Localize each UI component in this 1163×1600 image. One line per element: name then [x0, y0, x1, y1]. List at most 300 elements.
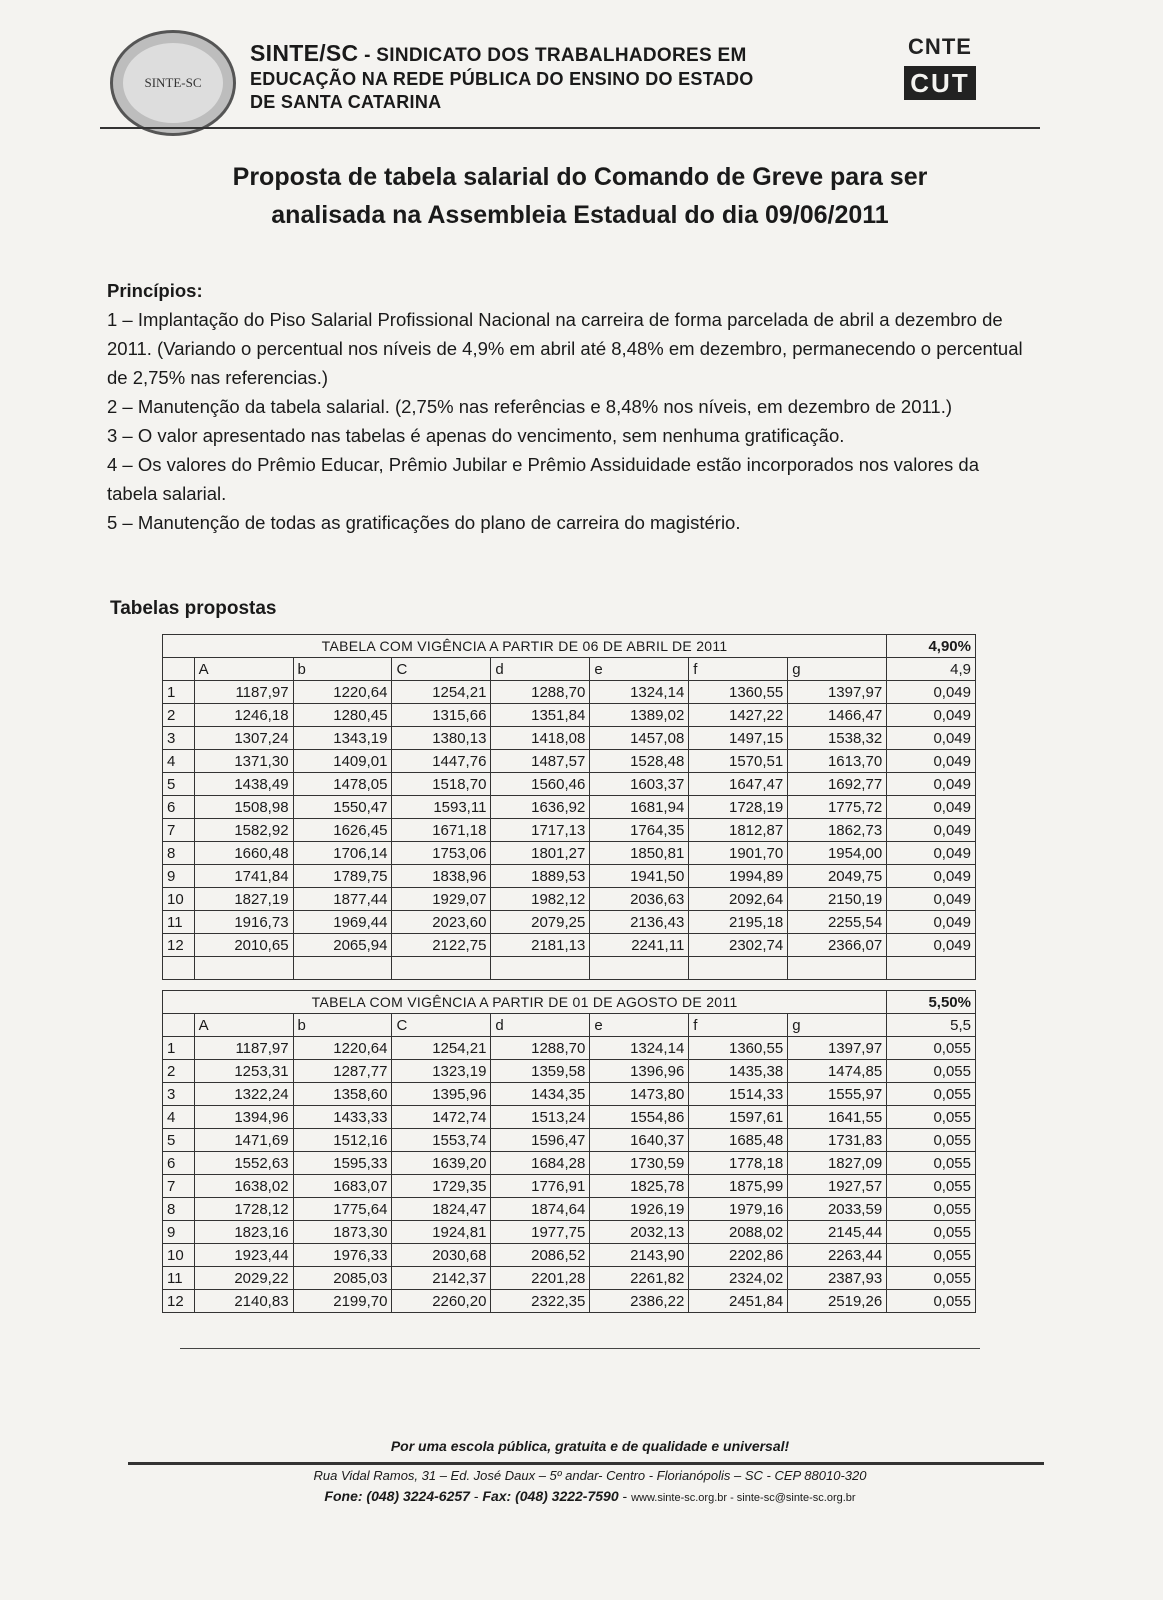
- row-level: 12: [163, 934, 195, 957]
- salary-cell: 1640,37: [590, 1129, 689, 1152]
- footer-contact: Fone: (048) 3224-6257 - Fax: (048) 3222-7590 - www.sinte-sc.org.br - sinte-sc@sinte-sc.org.br: [324, 1488, 856, 1504]
- salary-cell: 1434,35: [491, 1083, 590, 1106]
- salary-cell: 1360,55: [689, 1037, 788, 1060]
- table-row: [163, 681, 976, 704]
- footer-slogan: Por uma escola pública, gratuita e de qualidade e universal!: [390, 1438, 790, 1454]
- table-caption-row: [163, 991, 976, 1014]
- salary-cell: 1473,80: [590, 1083, 689, 1106]
- salary-cell: 2150,19: [788, 888, 887, 911]
- salary-cell: 1593,11: [392, 796, 491, 819]
- salary-cell: 1447,76: [392, 750, 491, 773]
- cnte-logo: CNTE: [908, 34, 972, 59]
- affiliation-logos: [895, 34, 985, 100]
- sinte-seal-logo: [110, 30, 236, 136]
- salary-cell: 2322,35: [491, 1290, 590, 1313]
- salary-cell: 1397,97: [788, 681, 887, 704]
- salary-cell: 1397,97: [788, 1037, 887, 1060]
- salary-cell: 2255,54: [788, 911, 887, 934]
- table-caption: TABELA COM VIGÊNCIA A PARTIR DE 06 DE ABRIL DE 2011: [163, 635, 887, 658]
- title-line1: Proposta de tabela salarial do Comando de Greve para ser: [232, 163, 928, 191]
- row-level: 7: [163, 819, 195, 842]
- column-header: A: [194, 658, 293, 681]
- row-level: 12: [163, 1290, 195, 1313]
- salary-cell: 1926,19: [590, 1198, 689, 1221]
- column-header: f: [689, 658, 788, 681]
- table-row: [163, 704, 976, 727]
- salary-cell: 1597,61: [689, 1106, 788, 1129]
- salary-cell: 1603,37: [590, 773, 689, 796]
- salary-cell: 1626,45: [293, 819, 392, 842]
- salary-cell: 2260,20: [392, 1290, 491, 1313]
- blank-cell: [392, 957, 491, 980]
- salary-cell: 1692,77: [788, 773, 887, 796]
- table-blank-row: [163, 957, 976, 980]
- salary-cell: 1838,96: [392, 865, 491, 888]
- salary-cell: 2195,18: [689, 911, 788, 934]
- salary-cell: 1778,18: [689, 1152, 788, 1175]
- salary-cell: 2088,02: [689, 1221, 788, 1244]
- increment-cell: 0,055: [887, 1198, 976, 1221]
- table-row: [163, 1106, 976, 1129]
- salary-cell: 1360,55: [689, 681, 788, 704]
- salary-cell: 1979,16: [689, 1198, 788, 1221]
- salary-cell: 1497,15: [689, 727, 788, 750]
- salary-cell: 1518,70: [392, 773, 491, 796]
- table-percent-value: 5,5: [887, 1014, 976, 1037]
- column-header: e: [590, 658, 689, 681]
- salary-cell: 1764,35: [590, 819, 689, 842]
- increment-cell: 0,049: [887, 911, 976, 934]
- row-level: 9: [163, 865, 195, 888]
- org-line2: EDUCAÇÃO NA REDE PÚBLICA DO ENSINO DO ESTADO: [250, 69, 754, 89]
- salary-cell: 2033,59: [788, 1198, 887, 1221]
- salary-cell: 1254,21: [392, 1037, 491, 1060]
- blank-cell: [689, 957, 788, 980]
- increment-cell: 0,049: [887, 888, 976, 911]
- salary-cell: 1728,12: [194, 1198, 293, 1221]
- increment-cell: 0,049: [887, 773, 976, 796]
- salary-cell: 1684,28: [491, 1152, 590, 1175]
- salary-cell: 1729,35: [392, 1175, 491, 1198]
- salary-cell: 1560,46: [491, 773, 590, 796]
- table-row: [163, 773, 976, 796]
- salary-cell: 1812,87: [689, 819, 788, 842]
- table-row: [163, 1221, 976, 1244]
- salary-cell: 1683,07: [293, 1175, 392, 1198]
- salary-cell: 1487,57: [491, 750, 590, 773]
- salary-cell: 1322,24: [194, 1083, 293, 1106]
- increment-cell: 0,049: [887, 796, 976, 819]
- increment-cell: 0,055: [887, 1129, 976, 1152]
- salary-cell: 2202,86: [689, 1244, 788, 1267]
- salary-cell: 1706,14: [293, 842, 392, 865]
- salary-cell: 1315,66: [392, 704, 491, 727]
- row-level: 6: [163, 1152, 195, 1175]
- salary-cell: 1825,78: [590, 1175, 689, 1198]
- table-percent: 5,50%: [887, 991, 976, 1014]
- salary-cell: 1418,08: [491, 727, 590, 750]
- salary-cell: 1324,14: [590, 1037, 689, 1060]
- salary-cell: 1554,86: [590, 1106, 689, 1129]
- row-level: 4: [163, 750, 195, 773]
- salary-cell: 1889,53: [491, 865, 590, 888]
- salary-cell: 2181,13: [491, 934, 590, 957]
- salary-table-april: [162, 634, 976, 980]
- salary-cell: 2261,82: [590, 1267, 689, 1290]
- header-divider: [100, 127, 1040, 129]
- increment-cell: 0,049: [887, 681, 976, 704]
- salary-cell: 2023,60: [392, 911, 491, 934]
- salary-cell: 1976,33: [293, 1244, 392, 1267]
- salary-cell: 1994,89: [689, 865, 788, 888]
- salary-cell: 2386,22: [590, 1290, 689, 1313]
- row-level: 5: [163, 1129, 195, 1152]
- principles-section: [107, 276, 1027, 537]
- salary-cell: 2032,13: [590, 1221, 689, 1244]
- salary-cell: 1253,31: [194, 1060, 293, 1083]
- salary-cell: 1954,00: [788, 842, 887, 865]
- salary-cell: 1916,73: [194, 911, 293, 934]
- row-level: 2: [163, 704, 195, 727]
- salary-cell: 1823,16: [194, 1221, 293, 1244]
- increment-cell: 0,049: [887, 750, 976, 773]
- salary-cell: 1753,06: [392, 842, 491, 865]
- salary-cell: 1246,18: [194, 704, 293, 727]
- salary-cell: 2086,52: [491, 1244, 590, 1267]
- salary-cell: 1538,32: [788, 727, 887, 750]
- salary-cell: 1901,70: [689, 842, 788, 865]
- blank-cell: [194, 957, 293, 980]
- table-bottom-divider: [180, 1348, 980, 1349]
- column-header: C: [392, 1014, 491, 1037]
- salary-cell: 1380,13: [392, 727, 491, 750]
- salary-cell: 1636,92: [491, 796, 590, 819]
- salary-cell: 2366,07: [788, 934, 887, 957]
- row-level: 5: [163, 773, 195, 796]
- salary-cell: 1873,30: [293, 1221, 392, 1244]
- increment-cell: 0,049: [887, 727, 976, 750]
- salary-cell: 1471,69: [194, 1129, 293, 1152]
- salary-cell: 1850,81: [590, 842, 689, 865]
- table-caption: TABELA COM VIGÊNCIA A PARTIR DE 01 DE AGOSTO DE 2011: [163, 991, 887, 1014]
- salary-cell: 1789,75: [293, 865, 392, 888]
- table-row: [163, 911, 976, 934]
- salary-cell: 2010,65: [194, 934, 293, 957]
- table-row: [163, 934, 976, 957]
- increment-cell: 0,055: [887, 1152, 976, 1175]
- increment-cell: 0,049: [887, 934, 976, 957]
- row-level: 9: [163, 1221, 195, 1244]
- salary-cell: 1409,01: [293, 750, 392, 773]
- salary-cell: 2324,02: [689, 1267, 788, 1290]
- salary-cell: 1254,21: [392, 681, 491, 704]
- increment-cell: 0,055: [887, 1175, 976, 1198]
- table-row: [163, 727, 976, 750]
- salary-cell: 1741,84: [194, 865, 293, 888]
- salary-cell: 1641,55: [788, 1106, 887, 1129]
- footer-phone: Fone: (048) 3224-6257: [324, 1488, 470, 1504]
- footer-address: Rua Vidal Ramos, 31 – Ed. José Daux – 5º andar- Centro - Florianópolis – SC - CEP 88010-320: [313, 1468, 867, 1483]
- salary-cell: 2201,28: [491, 1267, 590, 1290]
- salary-cell: 1582,92: [194, 819, 293, 842]
- salary-cell: 1555,97: [788, 1083, 887, 1106]
- table-row: [163, 1175, 976, 1198]
- salary-cell: 1570,51: [689, 750, 788, 773]
- principle-item: 1 – Implantação do Piso Salarial Profissional Nacional na carreira de forma parcelada de abril a dezembro de 2011. (Variando o percentual nos níveis de 4,9% em abril até 8,48% em dezembro, permanecendo o percentual de 2,75% nas referencias.): [107, 309, 1023, 388]
- salary-cell: 2029,22: [194, 1267, 293, 1290]
- seal-text: SINTE-SC: [144, 75, 202, 90]
- salary-cell: 1323,19: [392, 1060, 491, 1083]
- increment-cell: 0,055: [887, 1037, 976, 1060]
- salary-cell: 1187,97: [194, 681, 293, 704]
- salary-cell: 1280,45: [293, 704, 392, 727]
- salary-cell: 1731,83: [788, 1129, 887, 1152]
- organization-name: [250, 40, 830, 113]
- table-row: [163, 819, 976, 842]
- salary-cell: 1824,47: [392, 1198, 491, 1221]
- table-percent-value: 4,9: [887, 658, 976, 681]
- salary-cell: 1552,63: [194, 1152, 293, 1175]
- salary-cell: 1351,84: [491, 704, 590, 727]
- salary-cell: 2519,26: [788, 1290, 887, 1313]
- salary-cell: 2145,44: [788, 1221, 887, 1244]
- salary-cell: 2136,43: [590, 911, 689, 934]
- increment-cell: 0,055: [887, 1060, 976, 1083]
- salary-cell: 1514,33: [689, 1083, 788, 1106]
- org-line1: - SINDICATO DOS TRABALHADORES EM: [358, 45, 747, 66]
- row-level: 1: [163, 1037, 195, 1060]
- salary-cell: 1775,72: [788, 796, 887, 819]
- salary-cell: 1801,27: [491, 842, 590, 865]
- salary-cell: 1827,09: [788, 1152, 887, 1175]
- blank-cell: [788, 957, 887, 980]
- salary-cell: 2302,74: [689, 934, 788, 957]
- salary-cell: 1438,49: [194, 773, 293, 796]
- increment-cell: 0,049: [887, 842, 976, 865]
- increment-cell: 0,049: [887, 819, 976, 842]
- salary-cell: 1553,74: [392, 1129, 491, 1152]
- column-header: e: [590, 1014, 689, 1037]
- table-row: [163, 1129, 976, 1152]
- row-level: 10: [163, 1244, 195, 1267]
- salary-cell: 1941,50: [590, 865, 689, 888]
- footer-divider: [128, 1462, 1044, 1465]
- salary-cell: 1288,70: [491, 681, 590, 704]
- salary-cell: 1671,18: [392, 819, 491, 842]
- salary-cell: 1512,16: [293, 1129, 392, 1152]
- table-row: [163, 1083, 976, 1106]
- footer-web: www.sinte-sc.org.br - sinte-sc@sinte-sc.org.br: [631, 1492, 856, 1504]
- salary-cell: 1596,47: [491, 1129, 590, 1152]
- salary-cell: 1371,30: [194, 750, 293, 773]
- table-caption-row: [163, 635, 976, 658]
- salary-cell: 2140,83: [194, 1290, 293, 1313]
- table-row: [163, 1290, 976, 1313]
- salary-cell: 2387,93: [788, 1267, 887, 1290]
- salary-cell: 1220,64: [293, 681, 392, 704]
- salary-cell: 1639,20: [392, 1152, 491, 1175]
- salary-cell: 2079,25: [491, 911, 590, 934]
- salary-cell: 2142,37: [392, 1267, 491, 1290]
- table-row: [163, 1060, 976, 1083]
- salary-cell: 2451,84: [689, 1290, 788, 1313]
- table-row: [163, 842, 976, 865]
- salary-cell: 1728,19: [689, 796, 788, 819]
- column-header: C: [392, 658, 491, 681]
- salary-table-august: [162, 990, 976, 1313]
- footer-fax: Fax: (048) 3222-7590: [482, 1488, 619, 1504]
- salary-cell: 1638,02: [194, 1175, 293, 1198]
- row-level: 3: [163, 1083, 195, 1106]
- tables-heading: Tabelas propostas: [110, 598, 277, 619]
- salary-cell: 2122,75: [392, 934, 491, 957]
- org-short-name: SINTE/SC: [250, 40, 359, 66]
- salary-cell: 1307,24: [194, 727, 293, 750]
- salary-cell: 1359,58: [491, 1060, 590, 1083]
- table-row: [163, 1037, 976, 1060]
- salary-cell: 2241,11: [590, 934, 689, 957]
- salary-cell: 1927,57: [788, 1175, 887, 1198]
- table-row: [163, 750, 976, 773]
- salary-cell: 1862,73: [788, 819, 887, 842]
- salary-cell: 1681,94: [590, 796, 689, 819]
- table-row: [163, 888, 976, 911]
- table-percent: 4,90%: [887, 635, 976, 658]
- row-level: 1: [163, 681, 195, 704]
- salary-cell: 1613,70: [788, 750, 887, 773]
- salary-cell: 1877,44: [293, 888, 392, 911]
- salary-cell: 1874,64: [491, 1198, 590, 1221]
- salary-cell: 1647,47: [689, 773, 788, 796]
- row-level: 7: [163, 1175, 195, 1198]
- salary-cell: 1389,02: [590, 704, 689, 727]
- column-header: g: [788, 658, 887, 681]
- salary-cell: 1875,99: [689, 1175, 788, 1198]
- salary-cell: 2065,94: [293, 934, 392, 957]
- salary-cell: 1466,47: [788, 704, 887, 727]
- column-header: b: [293, 658, 392, 681]
- increment-cell: 0,055: [887, 1290, 976, 1313]
- row-level: 2: [163, 1060, 195, 1083]
- salary-cell: 1343,19: [293, 727, 392, 750]
- salary-cell: 1969,44: [293, 911, 392, 934]
- column-header: d: [491, 1014, 590, 1037]
- salary-cell: 1923,44: [194, 1244, 293, 1267]
- table-header-row: [163, 1014, 976, 1037]
- row-level: 8: [163, 1198, 195, 1221]
- blank-cell: [491, 957, 590, 980]
- table-row: [163, 865, 976, 888]
- principle-item: 4 – Os valores do Prêmio Educar, Prêmio Jubilar e Prêmio Assiduidade estão incorporados nos valores da tabela salarial.: [107, 454, 980, 504]
- salary-cell: 1396,96: [590, 1060, 689, 1083]
- column-header: b: [293, 1014, 392, 1037]
- salary-cell: 1324,14: [590, 681, 689, 704]
- salary-cell: 2263,44: [788, 1244, 887, 1267]
- increment-cell: 0,055: [887, 1267, 976, 1290]
- salary-cell: 1394,96: [194, 1106, 293, 1129]
- salary-cell: 1827,19: [194, 888, 293, 911]
- salary-cell: 1550,47: [293, 796, 392, 819]
- row-number-header: [163, 658, 195, 681]
- salary-cell: 2036,63: [590, 888, 689, 911]
- table-row: [163, 796, 976, 819]
- table-header-row: [163, 658, 976, 681]
- column-header: g: [788, 1014, 887, 1037]
- document-title: [120, 158, 1040, 234]
- increment-cell: 0,055: [887, 1244, 976, 1267]
- salary-cell: 1508,98: [194, 796, 293, 819]
- salary-cell: 1427,22: [689, 704, 788, 727]
- increment-cell: 0,049: [887, 704, 976, 727]
- row-level: 11: [163, 911, 195, 934]
- row-level: 4: [163, 1106, 195, 1129]
- salary-cell: 1395,96: [392, 1083, 491, 1106]
- salary-cell: 1685,48: [689, 1129, 788, 1152]
- increment-cell: 0,055: [887, 1221, 976, 1244]
- salary-cell: 1358,60: [293, 1083, 392, 1106]
- salary-cell: 1472,74: [392, 1106, 491, 1129]
- salary-cell: 1220,64: [293, 1037, 392, 1060]
- salary-cell: 1717,13: [491, 819, 590, 842]
- salary-cell: 1435,38: [689, 1060, 788, 1083]
- salary-cell: 2049,75: [788, 865, 887, 888]
- salary-cell: 1288,70: [491, 1037, 590, 1060]
- salary-cell: 2030,68: [392, 1244, 491, 1267]
- title-line2: analisada na Assembleia Estadual do dia 09/06/2011: [271, 201, 889, 229]
- row-level: 3: [163, 727, 195, 750]
- salary-cell: 1287,77: [293, 1060, 392, 1083]
- salary-cell: 1513,24: [491, 1106, 590, 1129]
- salary-cell: 1187,97: [194, 1037, 293, 1060]
- salary-cell: 2143,90: [590, 1244, 689, 1267]
- salary-cell: 2085,03: [293, 1267, 392, 1290]
- table-row: [163, 1267, 976, 1290]
- increment-cell: 0,055: [887, 1106, 976, 1129]
- salary-cell: 1775,64: [293, 1198, 392, 1221]
- row-level: 10: [163, 888, 195, 911]
- table-row: [163, 1152, 976, 1175]
- salary-cell: 1977,75: [491, 1221, 590, 1244]
- blank-cell: [887, 957, 976, 980]
- salary-cell: 2199,70: [293, 1290, 392, 1313]
- salary-cell: 1478,05: [293, 773, 392, 796]
- cut-logo: CUT: [904, 66, 976, 100]
- salary-cell: 1730,59: [590, 1152, 689, 1175]
- column-header: d: [491, 658, 590, 681]
- blank-cell: [590, 957, 689, 980]
- principles-heading: Princípios:: [107, 280, 203, 301]
- increment-cell: 0,049: [887, 865, 976, 888]
- salary-cell: 1528,48: [590, 750, 689, 773]
- blank-cell: [293, 957, 392, 980]
- salary-cell: 1982,12: [491, 888, 590, 911]
- salary-cell: 1457,08: [590, 727, 689, 750]
- blank-cell: [163, 957, 195, 980]
- salary-cell: 1929,07: [392, 888, 491, 911]
- principle-item: 2 – Manutenção da tabela salarial. (2,75% nas referências e 8,48% nos níveis, em dezembro de 2011.): [107, 396, 952, 417]
- principle-item: 3 – O valor apresentado nas tabelas é apenas do vencimento, sem nenhuma gratificação.: [107, 425, 845, 446]
- row-number-header: [163, 1014, 195, 1037]
- column-header: f: [689, 1014, 788, 1037]
- principle-item: 5 – Manutenção de todas as gratificações do plano de carreira do magistério.: [107, 512, 741, 533]
- salary-cell: 1924,81: [392, 1221, 491, 1244]
- increment-cell: 0,055: [887, 1083, 976, 1106]
- salary-cell: 1433,33: [293, 1106, 392, 1129]
- salary-cell: 1776,91: [491, 1175, 590, 1198]
- table-row: [163, 1198, 976, 1221]
- salary-cell: 1474,85: [788, 1060, 887, 1083]
- org-line3: DE SANTA CATARINA: [250, 92, 442, 112]
